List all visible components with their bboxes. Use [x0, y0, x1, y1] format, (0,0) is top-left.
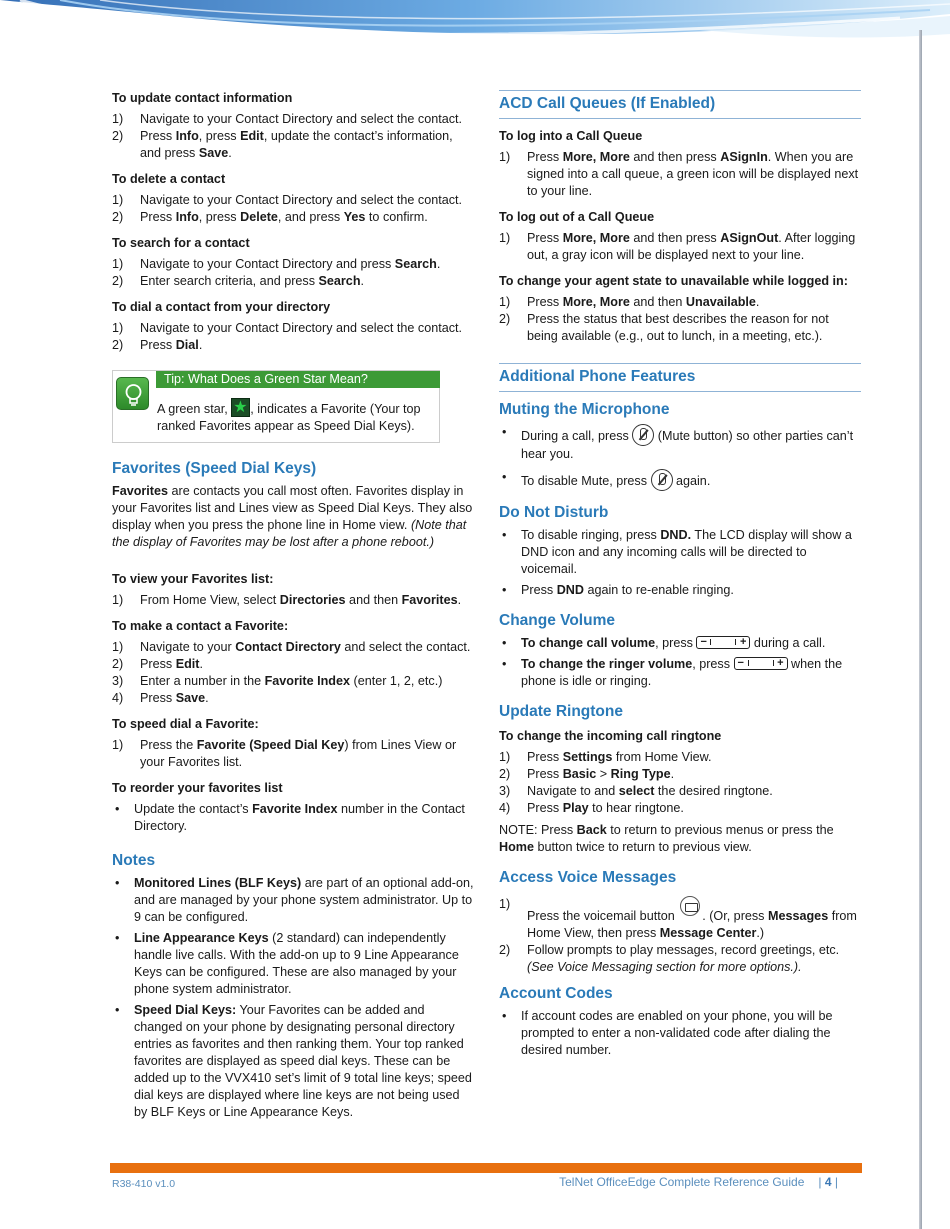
- login-queue-heading: To log into a Call Queue: [499, 129, 643, 143]
- search-contact-steps: [112, 256, 474, 290]
- list-item: 1) Press More, More and then Unavailable.: [499, 295, 760, 309]
- favorites-heading: Favorites (Speed Dial Keys): [112, 460, 317, 477]
- header-swoosh-banner: [0, 0, 950, 60]
- reorder-favorites-list: [112, 801, 474, 835]
- tip-text: A green star, ★, indicates a Favorite (Your top ranked Favorites appear as Speed Dial Keys).: [157, 398, 437, 435]
- list-item: 2) Press Info, press Delete, and press Yes to confirm.: [112, 210, 428, 224]
- ringtone-steps: [499, 749, 861, 817]
- list-item: • If account codes are enabled on your phone, you will be prompted to enter a non-validated code after dialing the desired number.: [502, 1009, 833, 1057]
- lightbulb-icon: [116, 377, 149, 410]
- mute-button-icon: [651, 469, 673, 491]
- list-item: 2) Press Basic > Ring Type.: [499, 767, 675, 781]
- list-item: 1) Navigate to your Contact Directory and select the contact.: [112, 112, 463, 126]
- delete-contact-heading: To delete a contact: [112, 172, 226, 186]
- list-item: • Monitored Lines (BLF Keys) are part of an optional add-on, and are managed by your phone system administrator. Up to 9 can be configured.: [115, 876, 474, 924]
- volume-heading: Change Volume: [499, 612, 615, 629]
- footer-guide-title: TelNet OfficeEdge Complete Reference Guide | 4 |: [559, 1175, 838, 1189]
- volume-list: [499, 635, 861, 690]
- logout-queue-heading: To log out of a Call Queue: [499, 210, 655, 224]
- list-item: 1) Navigate to your Contact Directory and select the contact.: [112, 640, 471, 654]
- speed-dial-heading: To speed dial a Favorite:: [112, 717, 259, 731]
- footer-version: R38-410 v1.0: [112, 1178, 176, 1190]
- list-item: 1) Navigate to your Contact Directory and press Search.: [112, 257, 441, 271]
- page-number: | 4 |: [818, 1175, 838, 1189]
- list-item: 3) Enter a number in the Favorite Index (enter 1, 2, etc.): [112, 674, 443, 688]
- account-codes-heading: Account Codes: [499, 985, 613, 1002]
- list-item: 3) Navigate to and select the desired ringtone.: [499, 784, 773, 798]
- list-item: 1) Press the Favorite (Speed Dial Key) from Lines View or your Favorites list.: [112, 738, 457, 769]
- voicemail-button-icon: [680, 896, 700, 916]
- search-contact-heading: To search for a contact: [112, 236, 250, 250]
- list-item: • Update the contact’s Favorite Index number in the Contact Directory.: [115, 802, 465, 833]
- list-item: • During a call, press (Mute button) so other parties can’t hear you.: [502, 425, 854, 461]
- logout-queue-steps: [499, 230, 861, 264]
- mute-list: [499, 424, 861, 491]
- account-codes-list: [499, 1008, 861, 1059]
- list-item: 1) From Home View, select Directories and then Favorites.: [112, 593, 462, 607]
- list-item: 2) Enter search criteria, and press Search.: [112, 274, 365, 288]
- dial-contact-steps: [112, 320, 474, 354]
- list-item: 1) Press More, More and then press ASignOut. After logging out, a gray icon will be displayed next to your line.: [499, 231, 856, 262]
- list-item: • To change call volume, press − + during a call.: [502, 636, 826, 650]
- list-item: • To disable Mute, press again.: [499, 469, 861, 491]
- speed-dial-steps: [112, 737, 474, 771]
- agent-state-steps: [499, 294, 861, 345]
- list-item: 2) Press Edit.: [112, 657, 203, 671]
- agent-state-heading: To change your agent state to unavailable while logged in:: [499, 274, 848, 288]
- ringtone-note: NOTE: Press Back to return to previous menus or press the Home button twice to return to previous view.: [499, 823, 834, 854]
- list-item: • Line Appearance Keys (2 standard) can independently handle live calls. With the add-on up to 9 Line Appearance Keys can be configured. These are also managed by your phone system administrator.: [115, 931, 459, 996]
- reorder-favorites-heading: To reorder your favorites list: [112, 781, 283, 795]
- voice-messages-heading: Access Voice Messages: [499, 869, 677, 886]
- list-item: 1) Press the voicemail button . (Or, press Messages from Home View, then press Message Center.): [499, 897, 857, 940]
- right-column: [499, 90, 861, 1063]
- list-item: • To disable ringing, press DND. The LCD display will show a DND icon and any incoming calls will be directed to voicemail.: [502, 528, 852, 576]
- volume-key-icon: − +: [734, 657, 788, 670]
- notes-list: [112, 875, 474, 1121]
- dnd-list: [499, 527, 861, 599]
- list-item: 2) Follow prompts to play messages, record greetings, etc. (See Voice Messaging section for more options.).: [499, 943, 840, 974]
- update-contact-steps: [112, 111, 474, 162]
- dnd-heading: Do Not Disturb: [499, 504, 609, 521]
- view-favorites-heading: To view your Favorites list:: [112, 572, 274, 586]
- list-item: 4) Press Play to hear ringtone.: [499, 801, 684, 815]
- list-item: • To change the ringer volume, press − + when the phone is idle or ringing.: [502, 657, 843, 688]
- delete-contact-steps: [112, 192, 474, 226]
- make-favorite-heading: To make a contact a Favorite:: [112, 619, 289, 633]
- page-right-border: [919, 30, 922, 1229]
- list-item: • Speed Dial Keys: Your Favorites can be added and changed on your phone by designating personal directory entries as favorites and then ranking them. Your top ranked favorites are displayed as speed dial keys. These can be added up to the VVX410 set’s limit of 9 total line keys; speed dial keys are displayed where line keys are not being used by BLF Keys or Line Appearance Keys.: [115, 1003, 472, 1119]
- dial-contact-heading: To dial a contact from your directory: [112, 300, 331, 314]
- list-item: 1) Navigate to your Contact Directory and select the contact.: [112, 193, 463, 207]
- list-item: 1) Press Settings from Home View.: [499, 750, 712, 764]
- acd-heading: ACD Call Queues (If Enabled): [499, 90, 861, 119]
- list-item: 2) Press Dial.: [112, 338, 203, 352]
- left-column: [112, 90, 474, 1125]
- list-item: 1) Navigate to your Contact Directory and select the contact.: [112, 321, 463, 335]
- footer-bar: [110, 1163, 862, 1173]
- make-favorite-steps: [112, 639, 474, 707]
- favorites-intro: Favorites are contacts you call most often. Favorites display in your Favorites list and Lines view as Speed Dial Keys. They also display when you press the phone line in Home view. (Note that the display of Favorites may be lost after a phone reboot.): [112, 484, 473, 549]
- ringtone-heading: Update Ringtone: [499, 703, 623, 720]
- list-item: 2) Press the status that best describes the reason for not being available (e.g., out to lunch, in a meeting, etc.).: [499, 312, 829, 343]
- ringtone-subheading: To change the incoming call ringtone: [499, 729, 722, 743]
- list-item: 2) Press Info, press Edit, update the contact’s information, and press Save.: [112, 129, 453, 160]
- tip-title: Tip: What Does a Green Star Mean?: [156, 371, 440, 388]
- volume-key-icon: − +: [696, 636, 750, 649]
- list-item: 4) Press Save.: [112, 691, 209, 705]
- mute-heading: Muting the Microphone: [499, 401, 670, 418]
- mute-button-icon: [632, 424, 654, 446]
- list-item: • Press DND again to re-enable ringing.: [502, 583, 734, 597]
- update-contact-heading: To update contact information: [112, 91, 293, 105]
- login-queue-steps: [499, 149, 861, 200]
- voice-messages-steps: [499, 896, 861, 976]
- green-star-icon: [231, 398, 250, 417]
- list-item: 1) Press More, More and then press ASignIn. When you are signed into a call queue, a green icon will be displayed next to your line.: [499, 150, 859, 198]
- view-favorites-steps: [112, 592, 474, 609]
- notes-heading: Notes: [112, 852, 156, 869]
- additional-features-heading: Additional Phone Features: [499, 363, 861, 392]
- green-star-tip-box: [112, 370, 440, 443]
